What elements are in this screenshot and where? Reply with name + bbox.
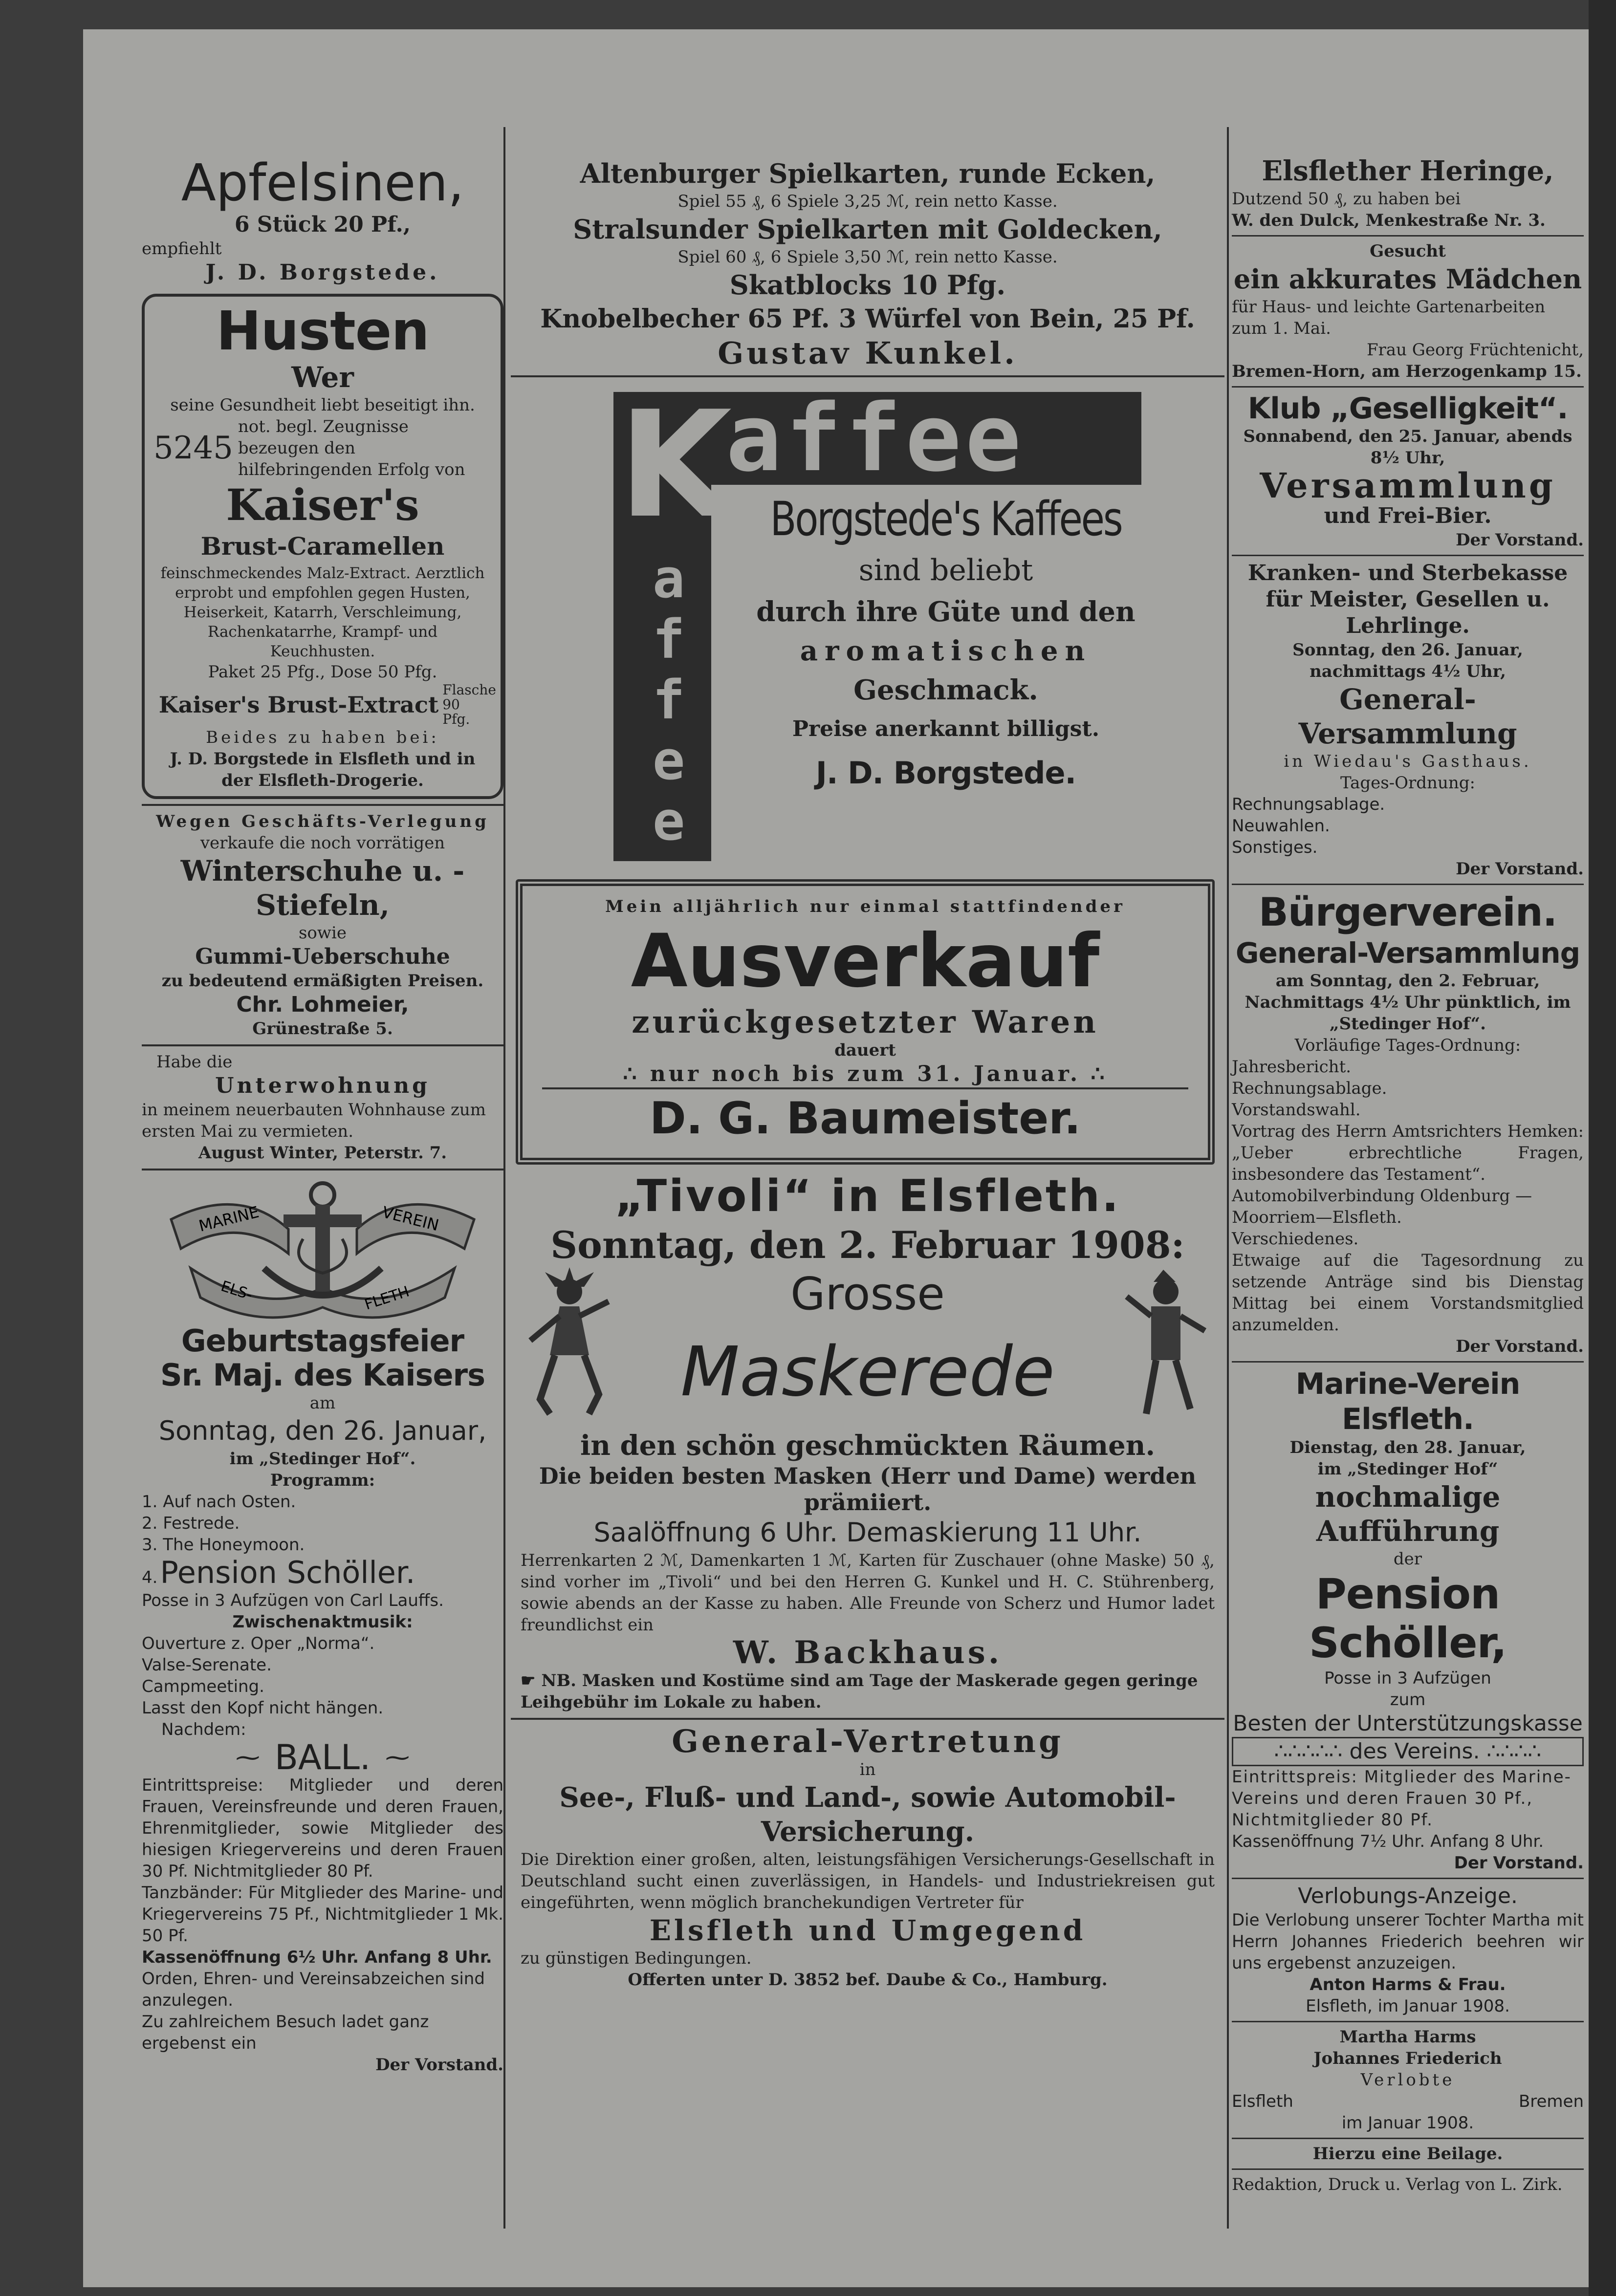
buergerverein-4: Vorläufige Tages-Ordnung:	[1294, 1036, 1521, 1055]
verlobung-6: Johannes Friederich	[1313, 2049, 1502, 2068]
zwischenakt-4: Lasst den Kopf nicht hängen.	[142, 1698, 384, 1718]
zahlreich: Zu zahlreichem Besuch ladet ganz ergebenst ein	[142, 2012, 429, 2053]
programm-4: Pension Schöller.	[160, 1555, 415, 1590]
buergerverein-1: Bürgerverein.	[1258, 889, 1557, 935]
kaffee-top-word: affee	[726, 384, 1025, 492]
spielkarten-3: Stralsunder Spielkarten mit Goldecken,	[573, 214, 1162, 245]
apfelsinen-price: 6 Stück 20 Pf.,	[234, 212, 411, 237]
emblem-els: ELS-	[218, 1278, 255, 1304]
marine-verein-10: ∴∴∴∴∴ des Vereins. ∴∴∴∴	[1232, 1737, 1584, 1766]
programm-3: 3. The Honeymoon.	[142, 1535, 305, 1555]
spielkarten-2: Spiel 55 ₰, 6 Spiele 3,25 ℳ, rein netto Kasse.	[677, 192, 1058, 211]
gesucht-3: für Haus- und leichte Gartenarbeiten zum 1. Mai.	[1232, 297, 1546, 338]
kassenoeffnung: Kassenöffnung 6½ Uhr. Anfang 8 Uhr.	[142, 1948, 492, 1967]
wohnung-2: Unterwohnung	[215, 1073, 430, 1098]
zwischenakt-1: Ouverture z. Oper „Norma“.	[142, 1634, 375, 1653]
spielkarten-signature: Gustav Kunkel.	[718, 335, 1018, 371]
klub-4: und Frei-Bier.	[1324, 503, 1492, 528]
kaiser-price: Paket 25 Pfg., Dose 50 Pfg.	[208, 662, 437, 682]
verlobung-2: Die Verlobung unserer Tochter Martha mit Herrn Johannes Friederich beehren wir uns ergebenst anzuzeigen.	[1232, 1910, 1584, 1973]
kranken-7: Rechnungsablage.	[1232, 795, 1385, 814]
tivoli-8: Herrenkarten 2 ℳ, Damenkarten 1 ℳ, Karten für Zuschauer (ohne Maske) 50 ₰, sind vorher im „Tivoli“ und bei den Herren G. Kunkel und H. C. Stührenberg, sowie abends an der Kasse zu haben. Alle Freunde von Scherz und Humor ladet freundlichst ein	[521, 1551, 1215, 1635]
gesucht-1: Gesucht	[1370, 241, 1446, 261]
column-rule-left	[503, 127, 505, 2229]
verlobung-7: Verlobte	[1360, 2070, 1455, 2090]
verlegung-1: Wegen Geschäfts-Verlegung	[156, 812, 489, 831]
middle-column	[511, 156, 1224, 1991]
kaffee-ad	[511, 382, 1224, 873]
tanzbaender: Tanzbänder: Für Mitglieder des Marine- und Kriegervereins 75 Pf., Nichtmitglieder 1 Mk. 50 Pf.	[142, 1883, 503, 1946]
kaffee-side-word	[653, 548, 711, 851]
kranken-4: General-Versammlung	[1298, 683, 1517, 750]
buergerverein-signature: Der Vorstand.	[1456, 1337, 1584, 1356]
kaiser-title: Kaiser's	[226, 479, 419, 530]
heringe-2: Dutzend 50 ₰, zu haben bei	[1232, 189, 1461, 209]
jester-right-icon	[1117, 1267, 1215, 1424]
marine-verein-12: Kassenöffnung 7½ Uhr. Anfang 8 Uhr.	[1232, 1832, 1544, 1851]
marine-verein-7: Posse in 3 Aufzügen	[1324, 1668, 1491, 1688]
heringe-1: Elsflether Heringe,	[1262, 155, 1554, 187]
verlobung-10: im Januar 1908.	[1341, 2113, 1474, 2133]
programm-2: 2. Festrede.	[142, 1514, 240, 1533]
marine-verein-6: Pension Schöller,	[1309, 1570, 1507, 1668]
general-vertretung-3: See-, Fluß- und Land-, sowie Automobil-Versicherung.	[559, 1781, 1176, 1848]
flourish-left-icon: ⁓	[235, 1743, 260, 1772]
tivoli-signature: W. Backhaus.	[733, 1634, 1003, 1671]
kaffee-side-f1: f	[653, 608, 685, 671]
verlobung-1: Verlobungs-Anzeige.	[1298, 1884, 1518, 1908]
ausverkauf-5: ∴ nur noch bis zum 31. Januar. ∴	[542, 1061, 1188, 1089]
klub-2: Sonnabend, den 25. Januar, abends 8½ Uhr,	[1243, 427, 1572, 468]
tivoli-2: Sonntag, den 2. Februar 1908:	[550, 1223, 1185, 1267]
marine-verein-9: Besten der Unterstützungskasse	[1233, 1711, 1583, 1736]
programm-4-sub: Posse in 3 Aufzügen von Carl Lauffs.	[142, 1591, 444, 1610]
kranken-3: Sonntag, den 26. Januar, nachmittags 4½ Uhr,	[1292, 640, 1523, 681]
verlegung-5: Gummi-Ueberschuhe	[195, 944, 450, 969]
marine-verein-4: nochmalige Aufführung	[1315, 1480, 1501, 1548]
marine-verein-emblem	[142, 1175, 503, 1322]
kranken-signature: Der Vorstand.	[1456, 859, 1584, 879]
kranken-8: Neuwahlen.	[1232, 816, 1330, 836]
verlegung-6: zu bedeutend ermäßigten Preisen.	[161, 971, 484, 991]
beilage-note: Hierzu eine Beilage.	[1312, 2144, 1503, 2164]
spielkarten-1: Altenburger Spielkarten, runde Ecken,	[580, 158, 1156, 189]
general-vertretung-4: Die Direktion einer großen, alten, leistungsfähigen Versicherungs-Gesellschaft in Deutschland sucht einen zuverlässigen, in Handels- und Industriekreisen gut eingeführten, wenn möglich branchekundigen Vertreter für	[521, 1850, 1215, 1912]
general-vertretung-1: General-Vertretung	[672, 1723, 1064, 1760]
emblem-verein: VEREIN	[380, 1202, 441, 1235]
marine-verein-8: zum	[1390, 1690, 1426, 1710]
programm-1: 1. Auf nach Osten.	[142, 1492, 296, 1512]
marine-verein-3: im „Stedinger Hof“	[1317, 1459, 1498, 1479]
buergerverein-6: Rechnungsablage.	[1232, 1079, 1387, 1098]
kaffee-line-1: Borgstede's Kaffees	[770, 492, 1122, 546]
kaffee-line-5: Geschmack.	[853, 674, 1038, 706]
apfelsinen-signature: J. D. Borgstede.	[205, 260, 440, 285]
right-column	[1232, 154, 1584, 2195]
klub-3: Versammlung	[1260, 465, 1556, 506]
buergerverein-9: Automobilverbindung Oldenburg — Moorriem—Elsfleth.	[1232, 1186, 1532, 1227]
apfelsinen-title: Apfelsinen,	[181, 153, 464, 213]
geburtstag-1: Geburtstagsfeier	[181, 1323, 464, 1359]
kaffee-line-2: sind beliebt	[858, 553, 1033, 587]
tivoli-4: Maskerede	[680, 1332, 1055, 1412]
husten-text-1: seine Gesundheit liebt beseitigt ihn.	[170, 395, 475, 415]
apfelsinen-empfiehlt: empfiehlt	[142, 239, 222, 259]
ausverkauf-2: Ausverkauf	[631, 919, 1100, 1004]
buergerverein-3: am Sonntag, den 2. Februar, Nachmittags 4½ Uhr pünktlich, im „Stedinger Hof“.	[1245, 971, 1571, 1034]
kaffee-big-k: K	[618, 380, 732, 550]
eintrittspreise: Eintrittspreise: Mitglieder und deren Frauen, Vereinsfreunde und deren Frauen, Ehrenmitglieder, sowie Mitglieder des hiesigen Kriegervereins und deren Frauen 30 Pf. Nichtmitglieder 80 Pf.	[142, 1776, 503, 1881]
emblem-fleth: FLETH	[362, 1283, 412, 1314]
ausverkauf-ad	[516, 879, 1215, 1165]
klub-1: Klub „Geselligkeit“.	[1247, 391, 1568, 426]
imprint: Redaktion, Druck u. Verlag von L. Zirk.	[1232, 2175, 1563, 2194]
gesucht-2: ein akkurates Mädchen	[1233, 263, 1582, 295]
marine-verein-11: Eintrittspreis: Mitglieder des Marine-Vereins und deren Frauen 30 Pf., Nichtmitglieder 80 Pf.	[1232, 1767, 1572, 1830]
kaiser-description: feinschmeckendes Malz-Extract. Aerztlich erprobt und empfohlen gegen Husten, Heiserkeit, Katarrh, Verschleimung, Rachenkatarrhe, Krampf- und Keuchhusten.	[160, 564, 485, 660]
jester-left-icon	[521, 1267, 618, 1424]
zwischenakt-2: Valse-Serenate.	[142, 1655, 272, 1675]
gesucht-4: Frau Georg Früchtenicht,	[1366, 340, 1584, 360]
kaffee-side-f2: f	[653, 669, 685, 731]
programm-4-number: 4.	[142, 1568, 158, 1587]
geburtstag-signature: Der Vorstand.	[375, 2055, 503, 2075]
kranken-2: für Meister, Gesellen u. Lehrlinge.	[1266, 587, 1550, 638]
verlegung-2: verkaufe die noch vorrätigen	[200, 833, 445, 853]
marine-verein-2: Dienstag, den 28. Januar,	[1289, 1438, 1526, 1457]
marine-verein-5: der	[1393, 1549, 1422, 1569]
klub-signature: Der Vorstand.	[1456, 530, 1584, 550]
kranken-6: Tages-Ordnung:	[1340, 773, 1475, 793]
kaiser-subtitle: Brust-Caramellen	[200, 532, 445, 561]
buergerverein-10: Verschiedenes.	[1232, 1229, 1359, 1249]
verlobung-4: Elsfleth, im Januar 1908.	[1306, 1996, 1510, 2016]
husten-wer: Wer	[291, 361, 354, 394]
kaiser-shop: J. D. Borgstede in Elsfleth und in der Elsfleth-Drogerie.	[170, 749, 476, 790]
wohnung-1: Habe die	[156, 1052, 233, 1072]
kaffee-side-e1: e	[653, 729, 685, 792]
kaiser-extract: Kaiser's Brust-Extract	[158, 692, 439, 718]
verlegung-3: Winterschuhe u. -Stiefeln,	[180, 854, 465, 922]
general-vertretung-7: Offerten unter D. 3852 bef. Daube & Co., Hamburg.	[628, 1970, 1108, 1990]
gesucht-5: Bremen-Horn, am Herzogenkamp 15.	[1232, 362, 1582, 381]
nachdem: Nachdem:	[161, 1720, 246, 1739]
geburtstag-3: am	[309, 1393, 336, 1413]
tivoli-5: in den schön geschmückten Räumen.	[580, 1430, 1155, 1462]
column-rule-right	[1227, 127, 1229, 2229]
geburtstag-5: im „Stedinger Hof“.	[229, 1449, 416, 1469]
buergerverein-2: General-Versammlung	[1235, 936, 1580, 970]
flourish-right-icon: ⁓	[385, 1743, 410, 1772]
buergerverein-7: Vorstandswahl.	[1232, 1100, 1361, 1120]
husten-text-2: not. begl. Zeugnisse bezeugen den hilfebringenden Erfolg von	[238, 417, 465, 479]
ausverkauf-1: Mein alljährlich nur einmal stattfindender	[605, 897, 1125, 916]
ausverkauf-3: zurückgesetzter Waren	[632, 1004, 1099, 1040]
wohnung-3: in meinem neuerbauten Wohnhause zum ersten Mai zu vermieten.	[142, 1100, 486, 1141]
kaffee-side-e2: e	[653, 790, 685, 852]
husten-number: 5245	[153, 430, 233, 466]
heringe-3: W. den Dulck, Menkestraße Nr. 3.	[1232, 211, 1546, 230]
kranken-1: Kranken- und Sterbekasse	[1247, 561, 1568, 585]
ball-heading: BALL.	[274, 1737, 371, 1777]
buergerverein-5: Jahresbericht.	[1232, 1057, 1352, 1077]
kaffee-line-3: durch ihre Güte und den	[756, 596, 1136, 628]
tivoli-nb: NB. Masken und Kostüme sind am Tage der Maskerade gegen geringe Leihgebühr im Lokale zu haben.	[521, 1671, 1198, 1712]
spielkarten-4: Spiel 60 ₰, 6 Spiele 3,50 ℳ, rein netto Kasse.	[677, 247, 1058, 267]
kaffee-line-6: Preise anerkannt billigst.	[792, 716, 1100, 741]
verlegung-8: Grünestraße 5.	[252, 1019, 393, 1039]
husten-ad	[142, 294, 503, 799]
verlegung-7: Chr. Lohmeier,	[236, 992, 409, 1017]
kaffee-side-a: a	[653, 547, 685, 610]
spielkarten-5: Skatblocks 10 Pfg.	[729, 269, 1006, 301]
tivoli-1: „Tivoli“ in Elsfleth.	[614, 1170, 1121, 1222]
verlobung-8: Elsfleth	[1232, 2092, 1293, 2111]
spielkarten-6: Knobelbecher 65 Pf. 3 Würfel von Bein, 25 Pf.	[540, 304, 1195, 334]
kaffee-signature: J. D. Borgstede.	[815, 755, 1076, 791]
page-binding-gutter	[1589, 0, 1616, 2296]
marine-verein-signature: Der Vorstand.	[1454, 1853, 1584, 1873]
kaiser-both: Beides zu haben bei:	[206, 728, 439, 747]
general-vertretung-5: Elsfleth und Umgegend	[649, 1914, 1086, 1947]
tivoli-7: Saalöffnung 6 Uhr. Demaskierung 11 Uhr.	[593, 1517, 1142, 1548]
ausverkauf-signature: D. G. Baumeister.	[649, 1093, 1081, 1144]
geburtstag-4: Sonntag, den 26. Januar,	[158, 1415, 487, 1446]
general-vertretung-6: zu günstigen Bedingungen.	[521, 1949, 752, 1968]
tivoli-3: Grosse	[790, 1268, 945, 1320]
husten-title: Husten	[216, 300, 429, 362]
wohnung-4: August Winter, Peterstr. 7.	[198, 1143, 447, 1163]
buergerverein-8: Vortrag des Herrn Amtsrichters Hemken: „Ueber erbrechtliche Fragen, insbesondere das Testament“.	[1232, 1122, 1584, 1184]
programm-heading: Programm:	[270, 1471, 375, 1490]
kranken-5: in Wiedau's Gasthaus.	[1284, 752, 1532, 771]
verlegung-4: sowie	[298, 923, 347, 943]
verlobung-5: Martha Harms	[1339, 2027, 1476, 2047]
verlobung-9: Bremen	[1518, 2092, 1584, 2111]
general-vertretung-2: in	[859, 1760, 876, 1779]
kaiser-flasche: Flasche 90 Pfg.	[442, 682, 496, 727]
kranken-9: Sonstiges.	[1232, 838, 1318, 857]
orden: Orden, Ehren- und Vereinsabzeichen sind anzulegen.	[142, 1969, 485, 2010]
marine-verein-1: Marine-Verein Elsfleth.	[1295, 1367, 1520, 1436]
kaffee-line-4: aromatischen	[800, 635, 1092, 667]
pointing-hand-icon: ☛	[521, 1671, 536, 1690]
verlobung-3: Anton Harms & Frau.	[1310, 1975, 1506, 1994]
ausverkauf-4: dauert	[834, 1040, 896, 1060]
buergerverein-11: Etwaige auf die Tagesordnung zu setzende Anträge sind bis Dienstag Mittag bei einem Vorstandsmitglied anzumelden.	[1232, 1251, 1584, 1335]
left-column	[142, 154, 503, 2076]
zwischenakt-3: Campmeeting.	[142, 1677, 264, 1696]
emblem-marine: MARINE	[197, 1202, 261, 1235]
geburtstag-2: Sr. Maj. des Kaisers	[160, 1357, 485, 1393]
tivoli-6: Die beiden besten Masken (Herr und Dame) werden prämiiert.	[539, 1463, 1197, 1516]
zwischenakt-heading: Zwischenaktmusik:	[232, 1612, 413, 1632]
